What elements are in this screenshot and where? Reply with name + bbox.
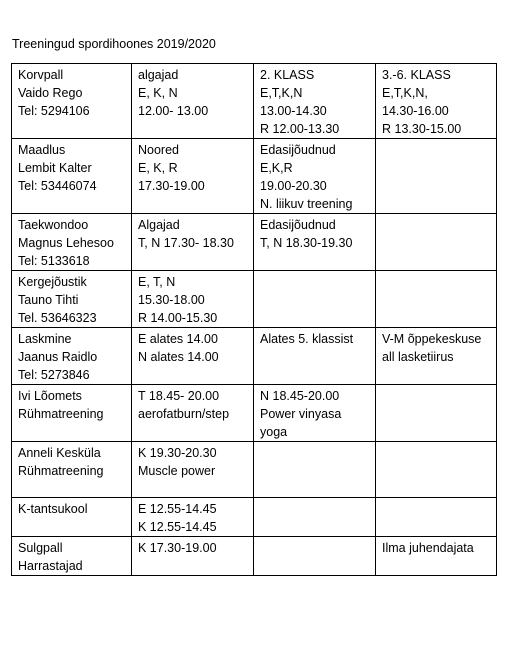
cell-line: Tel: 53446074 (18, 179, 97, 193)
note-cell (376, 385, 497, 442)
schedule-body (12, 64, 497, 576)
cell-line: E,T,K,N (260, 86, 303, 100)
cell-line: Korvpall (18, 68, 64, 82)
note-cell (376, 271, 497, 328)
table-row (12, 271, 497, 328)
table-row (12, 214, 497, 271)
activity-cell (12, 537, 132, 576)
activity-cell (12, 328, 132, 385)
cell-line: Rühmatreening (18, 464, 104, 478)
cell-line: V-M õppekeskuse (382, 332, 482, 346)
cell-line: Vaido Rego (18, 86, 83, 100)
table-row (12, 442, 497, 498)
table-row (12, 498, 497, 537)
cell-line: E alates 14.00 (138, 332, 218, 346)
cell-line: K 17.30-19.00 (138, 541, 217, 555)
cell-line: Laskmine (18, 332, 72, 346)
cell-line: Harrastajad (18, 559, 83, 573)
schedule-cell (254, 442, 376, 498)
table-row (12, 385, 497, 442)
note-cell (376, 139, 497, 214)
schedule-cell (254, 64, 376, 139)
cell-line: Jaanus Raidlo (18, 350, 98, 364)
cell-line: Alates 5. klassist (260, 332, 354, 346)
cell-line: 12.00- 13.00 (138, 104, 209, 118)
table-row (12, 139, 497, 214)
schedule-cell (132, 498, 254, 537)
schedule-cell (132, 271, 254, 328)
note-cell (376, 498, 497, 537)
cell-line: Tel: 5294106 (18, 104, 90, 118)
note-cell (376, 214, 497, 271)
cell-line: Noored (138, 143, 179, 157)
schedule-cell (254, 385, 376, 442)
activity-cell (12, 498, 132, 537)
note-cell (376, 442, 497, 498)
table-row (12, 328, 497, 385)
schedule-cell (132, 537, 254, 576)
cell-line: K-tantsukool (18, 502, 88, 516)
schedule-cell (132, 214, 254, 271)
cell-line: Taekwondoo (18, 218, 89, 232)
cell-line: Magnus Lehesoo (18, 236, 114, 250)
cell-line: all lasketiirus (382, 350, 454, 364)
cell-line: T, N 18.30-19.30 (260, 236, 353, 250)
cell-line: algajad (138, 68, 179, 82)
note-cell (376, 328, 497, 385)
cell-line: Muscle power (138, 464, 216, 478)
cell-line: Tel: 5273846 (18, 368, 90, 382)
activity-cell (12, 442, 132, 498)
cell-line: K 12.55-14.45 (138, 520, 217, 534)
activity-cell (12, 385, 132, 442)
cell-line: N alates 14.00 (138, 350, 219, 364)
activity-cell (12, 214, 132, 271)
activity-cell (12, 139, 132, 214)
schedule-cell (132, 328, 254, 385)
table-row (12, 64, 497, 139)
cell-line: Ivi Lõomets (18, 389, 82, 403)
cell-line: E, T, N (138, 275, 176, 289)
cell-line: Lembit Kalter (18, 161, 92, 175)
schedule-cell (254, 537, 376, 576)
cell-line: T 18.45- 20.00 (138, 389, 220, 403)
cell-line: Power vinyasa (260, 407, 342, 421)
cell-line: Maadlus (18, 143, 66, 157)
cell-line: aerofatburn/step (138, 407, 230, 421)
schedule-cell (254, 214, 376, 271)
schedule-cell (132, 385, 254, 442)
schedule-cell (132, 64, 254, 139)
schedule-cell (132, 139, 254, 214)
cell-line: N 18.45-20.00 (260, 389, 340, 403)
cell-line: N. liikuv treening (260, 197, 353, 211)
cell-line: Anneli Kesküla (18, 446, 101, 460)
schedule-cell (254, 328, 376, 385)
cell-line: 15.30-18.00 (138, 293, 205, 307)
schedule-cell (254, 139, 376, 214)
cell-line: Edasijõudnud (260, 218, 336, 232)
cell-line: Tel: 5133618 (18, 254, 90, 268)
cell-line: 14.30-16.00 (382, 104, 449, 118)
schedule-cell (254, 498, 376, 537)
cell-line: R 13.30-15.00 (382, 122, 462, 136)
cell-line: 13.00-14.30 (260, 104, 327, 118)
cell-line: Edasijõudnud (260, 143, 336, 157)
cell-line: Algajad (138, 218, 180, 232)
cell-line: 19.00-20.30 (260, 179, 327, 193)
table-row (12, 537, 497, 576)
cell-line: E, K, N (138, 86, 178, 100)
cell-line: E, K, R (138, 161, 178, 175)
cell-line: 17.30-19.00 (138, 179, 205, 193)
cell-line: T, N 17.30- 18.30 (138, 236, 234, 250)
note-cell (376, 537, 497, 576)
cell-line: E 12.55-14.45 (138, 502, 217, 516)
schedule-cell (132, 442, 254, 498)
cell-line: R 12.00-13.30 (260, 122, 340, 136)
cell-line: Ilma juhendajata (382, 541, 474, 555)
note-cell (376, 64, 497, 139)
training-schedule-table (11, 63, 497, 576)
cell-line: Kergejõustik (18, 275, 87, 289)
cell-line: 2. KLASS (260, 68, 315, 82)
activity-cell (12, 271, 132, 328)
cell-line: E,T,K,N, (382, 86, 428, 100)
cell-line: K 19.30-20.30 (138, 446, 217, 460)
cell-line: Rühmatreening (18, 407, 104, 421)
cell-line: E,K,R (260, 161, 293, 175)
activity-cell (12, 64, 132, 139)
cell-line: Tauno Tihti (18, 293, 79, 307)
cell-line: 3.-6. KLASS (382, 68, 451, 82)
document-title: Treeningud spordihoones 2019/2020 (12, 37, 216, 51)
cell-line: Tel. 53646323 (18, 311, 97, 325)
schedule-cell (254, 271, 376, 328)
cell-line: R 14.00-15.30 (138, 311, 218, 325)
cell-line: Sulgpall (18, 541, 63, 555)
cell-line: yoga (260, 425, 288, 439)
